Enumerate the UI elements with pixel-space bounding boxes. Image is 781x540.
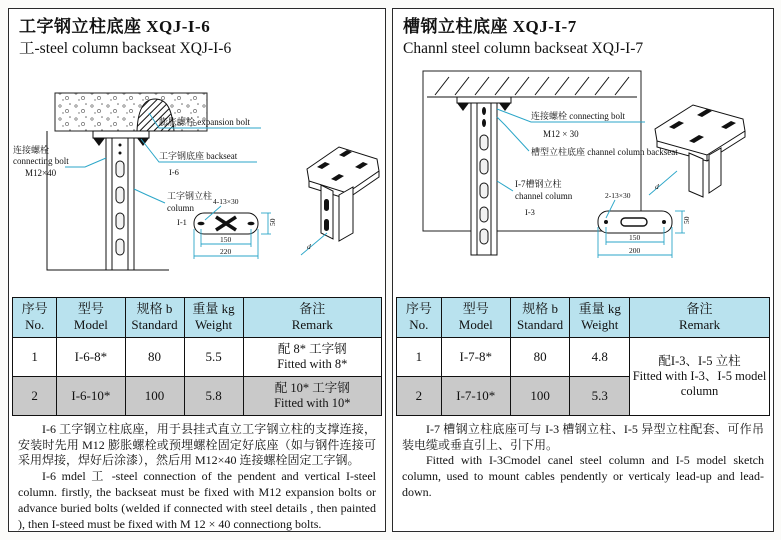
i7-spec-table bbox=[396, 297, 770, 416]
i7-description bbox=[393, 416, 773, 501]
description-zh: I-6 工字钢立柱底座，用于县挂式直立工字钢立柱的支撑连接，安装时先用 M12 膨胀螺栓或预埋螺栓固定好底座（如与钢件连接可采用焊接，焊好后涂漆），然后用 M12×40 连接螺栓固定工字钢。 bbox=[18, 421, 376, 468]
cell-remark: 配 8* 工字钢 Fitted with 8* bbox=[243, 337, 381, 376]
col-remark: 备注 Remark bbox=[243, 298, 381, 338]
holes-dim-label: 2-13×30 bbox=[605, 191, 631, 201]
cell-no: 2 bbox=[13, 376, 57, 415]
plan-view bbox=[598, 191, 691, 258]
panel-i7-title-block bbox=[393, 9, 773, 59]
backseat-label: 工字钢底座 backseat bbox=[159, 151, 238, 162]
description-zh: I-7 槽钢立柱底座可与 I-3 槽钢立柱、I-5 异型立柱配套、可作吊装电缆或垂直引上、引下用。 bbox=[402, 421, 764, 452]
panel-i6-title-block bbox=[9, 9, 385, 59]
col-weight: 重量 kg Weight bbox=[570, 298, 630, 338]
iso-depth-label: d bbox=[307, 242, 311, 252]
col-model: 型号 Model bbox=[57, 298, 125, 338]
table-row bbox=[13, 337, 382, 376]
connecting-bolt-spec: M12×40 bbox=[25, 168, 57, 179]
cell-model: I-6-10* bbox=[57, 376, 125, 415]
dim-inner-label: 150 bbox=[629, 233, 641, 243]
cell-no: 1 bbox=[397, 337, 442, 376]
column-label-en: channel column bbox=[515, 191, 573, 202]
description-en: I-6 mdel 工 -steel connection of the pendent and vertical I-steel column. firstly, the backseat must be fixed with M12 expansion bolts or advance buried bolts (welded if connected with steel details , then painted ), then I-steed must be fixed with M 12 × 40 connectiong bolts. bbox=[18, 469, 376, 531]
callout-connecting-bolt bbox=[497, 109, 645, 139]
connecting-bolt-label: 连接螺栓 connecting bolt bbox=[531, 111, 625, 122]
dim-outer-label: 200 bbox=[629, 246, 641, 256]
dim-outer-label: 220 bbox=[220, 247, 232, 257]
callout-connecting-bolt bbox=[13, 144, 106, 178]
iso-depth-label: d bbox=[655, 182, 659, 192]
panel-i6 bbox=[8, 8, 386, 532]
col-remark: 备注 Remark bbox=[630, 298, 770, 338]
description-en: Fitted with I-3Cmodel canel steel column and I-5 model sketch column, used to mount cables pendently or verticaly lead-up and lead-down. bbox=[402, 453, 764, 500]
i6-technical-drawing bbox=[9, 63, 385, 295]
col-no: 序号 No. bbox=[397, 298, 442, 338]
column-label-en: column bbox=[167, 203, 194, 214]
col-standard: 规格 b Standard bbox=[510, 298, 570, 338]
callout-column bbox=[497, 178, 573, 217]
table-row bbox=[397, 337, 770, 376]
page-title-zh: 槽钢立柱底座 XQJ-I-7 bbox=[403, 17, 577, 36]
cell-standard: 80 bbox=[510, 337, 570, 376]
backseat-label: 槽型立柱底座 channel column backseat bbox=[531, 147, 678, 158]
connecting-bolt-label-en: connecting bolt bbox=[13, 156, 69, 167]
column-model: I-3 bbox=[525, 207, 535, 218]
cell-standard: 80 bbox=[125, 337, 184, 376]
table-row bbox=[13, 376, 382, 415]
cell-model: I-7-8* bbox=[441, 337, 510, 376]
connecting-bolt-label-zh: 连接螺栓 bbox=[13, 145, 50, 156]
cell-weight: 5.3 bbox=[570, 376, 630, 415]
connecting-bolt-spec: M12 × 30 bbox=[543, 129, 579, 140]
i6-spec-table bbox=[12, 297, 382, 416]
col-standard: 规格 b Standard bbox=[125, 298, 184, 338]
cell-no: 1 bbox=[13, 337, 57, 376]
cell-weight: 5.8 bbox=[184, 376, 243, 415]
expansion-bolt-label: 膨胀螺栓 expansion bolt bbox=[159, 117, 250, 128]
dim-height-label: 50 bbox=[268, 218, 277, 227]
column-section bbox=[471, 103, 497, 255]
column-label-zh: 工字钢立柱 bbox=[167, 191, 213, 202]
col-no: 序号 No. bbox=[13, 298, 57, 338]
cell-standard: 100 bbox=[510, 376, 570, 415]
cell-model: I-6-8* bbox=[57, 337, 125, 376]
column-label-zh: I-7槽钢立柱 bbox=[515, 179, 562, 190]
dim-height-label: 50 bbox=[682, 216, 691, 225]
cell-remark-span: 配I-3、I-5 立柱 Fitted with I-3、I-5 model column bbox=[630, 337, 770, 415]
cell-weight: 4.8 bbox=[570, 337, 630, 376]
callout-backseat bbox=[497, 117, 678, 157]
col-weight: 重量 kg Weight bbox=[184, 298, 243, 338]
page-title-en: 工-steel column backseat XQJ-I-6 bbox=[19, 40, 232, 58]
page-title-en: Channl steel column backseat XQJ-I-7 bbox=[403, 40, 644, 58]
isometric-view bbox=[301, 147, 379, 255]
cell-standard: 100 bbox=[125, 376, 184, 415]
i6-description bbox=[9, 416, 385, 532]
backseat-model: I-6 bbox=[169, 167, 179, 178]
holes-dim-label: 4-13×30 bbox=[213, 197, 239, 207]
plan-view bbox=[194, 197, 277, 259]
i7-technical-drawing bbox=[393, 63, 773, 295]
column-model: I-1 bbox=[177, 217, 187, 228]
dim-inner-label: 150 bbox=[220, 235, 232, 245]
cell-model: I-7-10* bbox=[441, 376, 510, 415]
table-header-row bbox=[13, 298, 382, 338]
cell-weight: 5.5 bbox=[184, 337, 243, 376]
panel-i7 bbox=[392, 8, 774, 532]
cell-remark: 配 10* 工字钢 Fitted with 10* bbox=[243, 376, 381, 415]
table-header-row bbox=[397, 298, 770, 338]
col-model: 型号 Model bbox=[441, 298, 510, 338]
page-title-zh: 工字钢立柱底座 XQJ-I-6 bbox=[19, 17, 211, 36]
cell-no: 2 bbox=[397, 376, 442, 415]
callout-backseat bbox=[141, 139, 257, 177]
